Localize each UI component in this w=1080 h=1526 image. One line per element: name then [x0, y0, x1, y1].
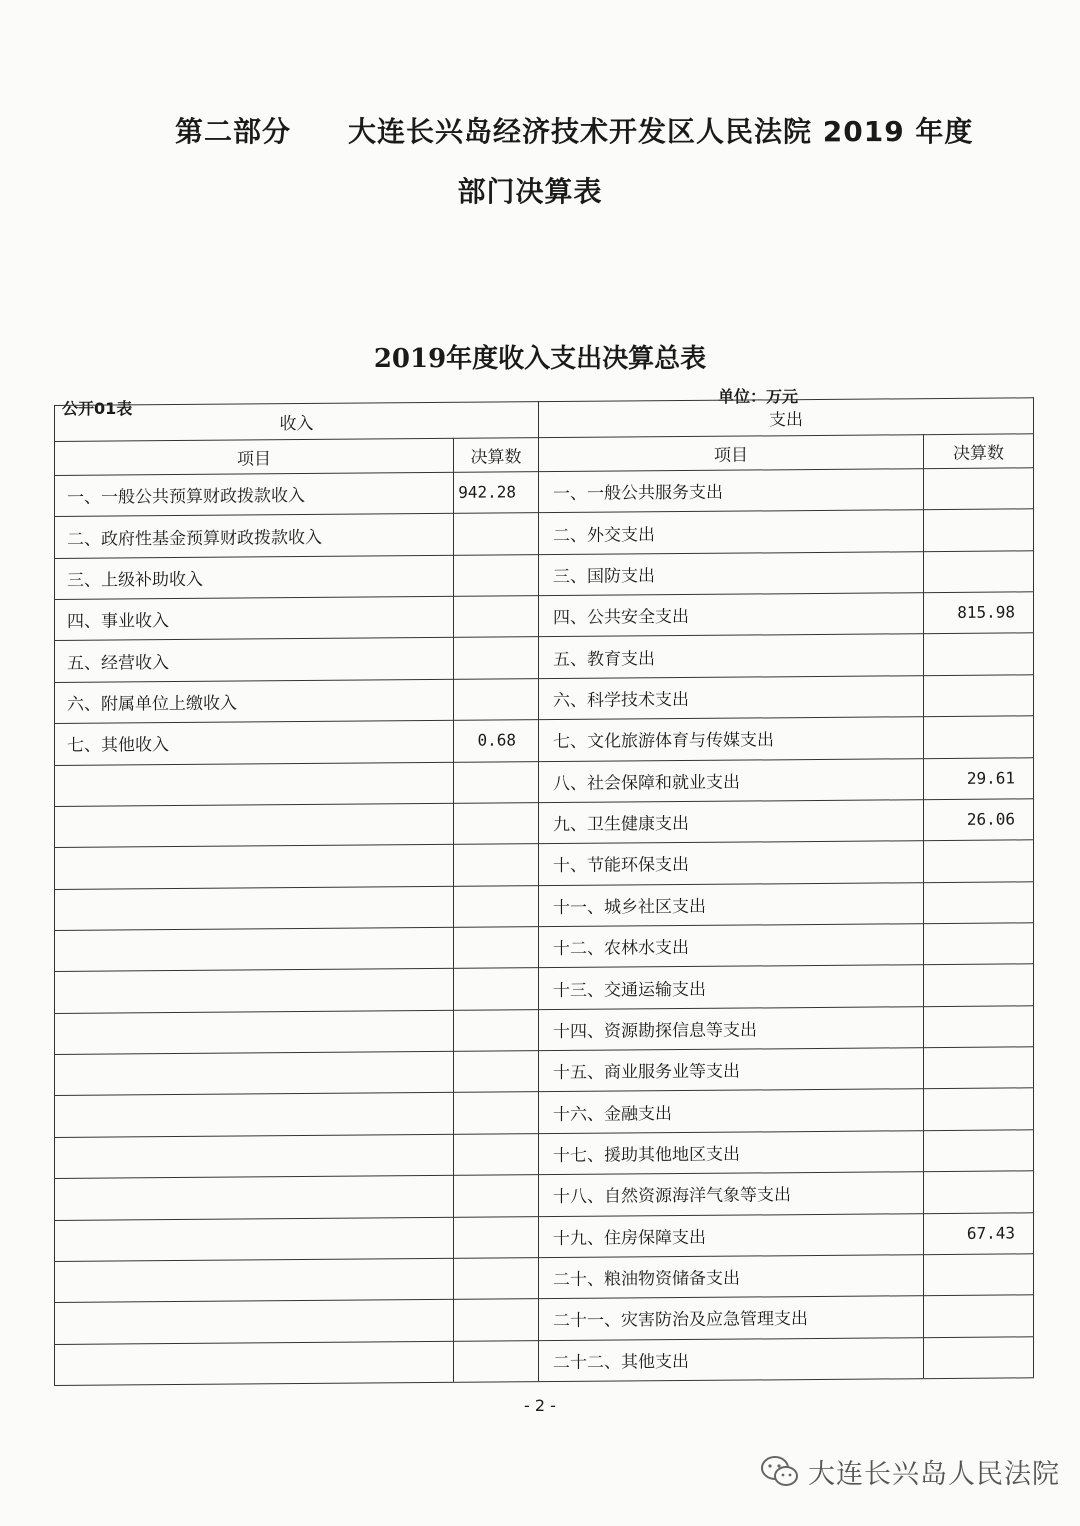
income-amount — [454, 1257, 539, 1299]
income-item: 七、其他收入 — [54, 720, 454, 765]
expense-item: 七、文化旅游体育与传媒支出 — [539, 716, 924, 760]
expense-amount-header: 决算数 — [924, 433, 1034, 468]
income-amount — [454, 1216, 539, 1258]
income-amount — [454, 968, 539, 1010]
income-amount — [454, 885, 539, 927]
income-amount — [454, 1050, 539, 1092]
income-item — [54, 761, 454, 806]
expense-item: 二十、粮油物资储备支出 — [539, 1254, 924, 1298]
income-amount: 0.68 — [454, 719, 539, 761]
income-amount: 942.28 — [454, 471, 539, 513]
expense-item: 二、外交支出 — [539, 510, 924, 554]
income-item — [54, 1258, 454, 1303]
income-amount — [454, 1092, 539, 1134]
expense-amount — [924, 467, 1034, 509]
expense-amount — [924, 509, 1034, 551]
expense-item: 四、公共安全支出 — [539, 592, 924, 636]
income-item — [54, 844, 454, 889]
income-amount — [454, 1009, 539, 1051]
expense-item: 二十二、其他支出 — [539, 1337, 924, 1381]
income-item — [54, 1299, 454, 1344]
income-amount — [454, 843, 539, 885]
income-item: 五、经营收入 — [54, 637, 454, 682]
expense-amount — [924, 1088, 1034, 1130]
expense-item: 十九、住房保障支出 — [539, 1213, 924, 1257]
part-label: 第二部分 — [175, 115, 292, 148]
expense-amount: 815.98 — [924, 591, 1034, 633]
expense-item: 十二、农林水支出 — [539, 923, 924, 967]
income-amount — [454, 761, 539, 803]
expense-amount — [924, 881, 1034, 923]
expense-amount — [924, 964, 1034, 1006]
document-subtitle: 部门决算表 — [457, 175, 603, 208]
income-item: 一、一般公共预算财政拨款收入 — [54, 472, 454, 517]
watermark — [760, 1452, 1060, 1491]
expense-amount — [924, 715, 1034, 757]
expense-item: 十、节能环保支出 — [539, 840, 924, 884]
expense-amount — [924, 922, 1034, 964]
expense-amount — [924, 1170, 1034, 1212]
income-amount — [454, 637, 539, 679]
income-amount — [454, 926, 539, 968]
expense-item-header: 项目 — [539, 434, 924, 471]
expense-item: 五、教育支出 — [539, 634, 924, 678]
expense-amount: 67.43 — [924, 1212, 1034, 1254]
expense-item: 十三、交通运输支出 — [539, 965, 924, 1009]
income-item — [54, 1216, 454, 1261]
income-amount — [454, 1174, 539, 1216]
page-number: - 2 - — [524, 1396, 556, 1415]
income-item — [54, 1010, 454, 1055]
expense-amount — [924, 1295, 1034, 1337]
income-item — [54, 968, 454, 1013]
expense-amount: 29.61 — [924, 757, 1034, 799]
income-amount — [454, 1298, 539, 1340]
income-item — [54, 1051, 454, 1096]
form-code: 公开01表 — [62, 399, 133, 418]
expense-item: 二十一、灾害防治及应急管理支出 — [539, 1295, 924, 1339]
income-item: 四、事业收入 — [54, 596, 454, 641]
expense-amount — [924, 674, 1034, 716]
income-item — [54, 927, 454, 972]
expense-amount — [924, 1005, 1034, 1047]
income-amount — [454, 595, 539, 637]
expense-header: 支出 — [539, 397, 1034, 437]
income-item: 二、政府性基金预算财政拨款收入 — [54, 513, 454, 558]
income-item: 六、附属单位上缴收入 — [54, 679, 454, 724]
expense-amount — [924, 1253, 1034, 1295]
expense-item: 九、卫生健康支出 — [539, 799, 924, 843]
unit-title: 大连长兴岛经济技术开发区人民法院 2019 年度 — [348, 115, 974, 148]
expense-item: 十七、援助其他地区支出 — [539, 1130, 924, 1174]
expense-item: 十一、城乡社区支出 — [539, 882, 924, 926]
income-amount — [454, 513, 539, 555]
expense-amount — [924, 550, 1034, 592]
expense-item: 十六、金融支出 — [539, 1089, 924, 1133]
table-title: 2019年度收入支出决算总表 — [373, 344, 707, 374]
income-item — [54, 1175, 454, 1220]
table-row — [54, 1336, 1034, 1386]
income-item-header: 项目 — [54, 438, 454, 475]
expense-amount: 26.06 — [924, 798, 1034, 840]
income-amount-header: 决算数 — [454, 437, 539, 472]
expense-amount — [924, 1129, 1034, 1171]
watermark-text: 大连长兴岛人民法院 — [808, 1459, 1060, 1490]
expense-item: 三、国防支出 — [539, 551, 924, 595]
expense-item: 八、社会保障和就业支出 — [539, 758, 924, 802]
expense-item: 十五、商业服务业等支出 — [539, 1047, 924, 1091]
unit-label: 单位：万元 — [718, 387, 799, 406]
income-item — [54, 1092, 454, 1137]
wechat-icon — [760, 1455, 800, 1489]
income-item — [54, 1340, 454, 1385]
expense-amount — [924, 1336, 1034, 1378]
income-amount — [454, 678, 539, 720]
expense-item: 十八、自然资源海洋气象等支出 — [539, 1171, 924, 1215]
income-amount — [454, 554, 539, 596]
expense-amount — [924, 840, 1034, 882]
income-header: 收入 — [54, 401, 539, 441]
income-amount — [454, 802, 539, 844]
income-item — [54, 885, 454, 930]
income-amount — [454, 1340, 539, 1382]
expense-amount — [924, 633, 1034, 675]
income-item — [54, 1134, 454, 1179]
income-amount — [454, 1133, 539, 1175]
expense-item: 一、一般公共服务支出 — [539, 468, 924, 512]
expense-item: 十四、资源勘探信息等支出 — [539, 1006, 924, 1050]
income-item — [54, 803, 454, 848]
expense-amount — [924, 1046, 1034, 1088]
budget-table — [54, 397, 1034, 1385]
expense-item: 六、科学技术支出 — [539, 675, 924, 719]
income-item: 三、上级补助收入 — [54, 555, 454, 600]
